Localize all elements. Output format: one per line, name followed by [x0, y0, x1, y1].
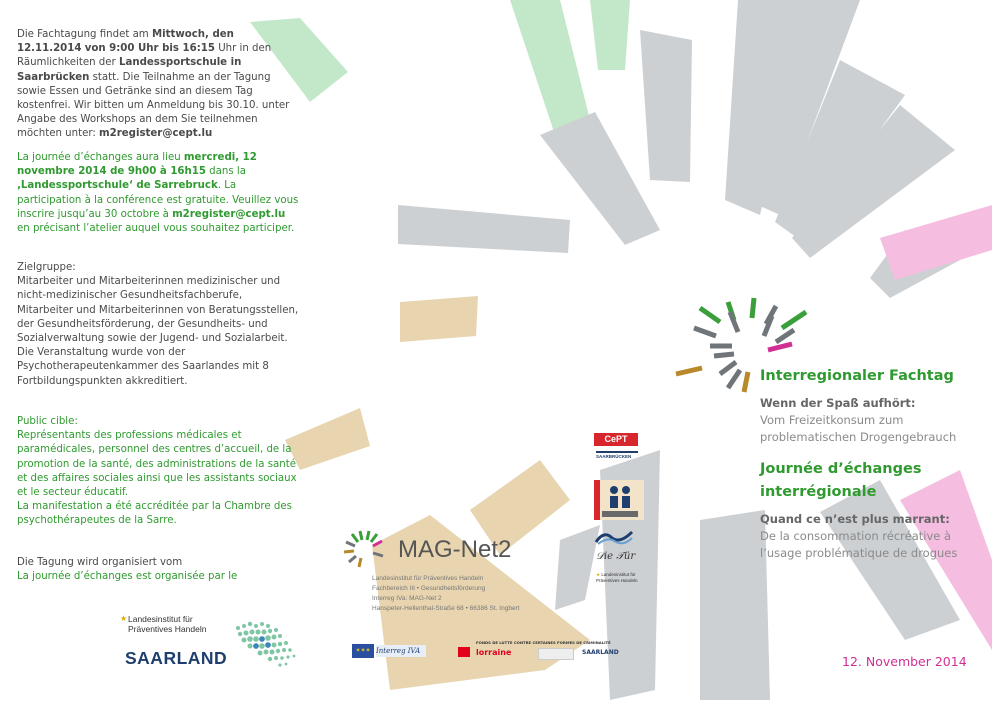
logo-line-1: Landesinstitut für	[128, 614, 193, 624]
address-line: Landesinstitut für Präventives Handeln	[372, 575, 484, 582]
de-intro-date: Mittwoch, den 12.11.2014	[17, 29, 234, 55]
eu-flag-icon: ✶✶✶	[352, 644, 374, 658]
wallonia-logo	[458, 647, 470, 657]
ray	[400, 296, 478, 342]
event-date: 12. November 2014	[842, 654, 967, 669]
zielgruppe	[17, 261, 301, 389]
fr-intro-text: . La participation à la conférence est gratuite. Veuillez vous inscrire jusqu’au 30 octobre à	[17, 180, 299, 220]
people-icon	[602, 481, 638, 519]
script-logo: 𝒟ie 𝒯ür	[596, 551, 636, 562]
lux-logo	[538, 648, 574, 660]
address-line: Fachbereich III • Gesundheitsförderung	[372, 585, 486, 592]
interreg-logo	[376, 645, 426, 657]
sponsor-strip	[352, 640, 637, 662]
lorraine-text: lorraine	[476, 648, 512, 657]
event-burst-icon	[672, 292, 822, 404]
lorraine-logo	[476, 647, 512, 659]
saarland-logo	[120, 614, 310, 674]
public-cible	[17, 415, 301, 529]
public-text: Représentants des professions médicales et paramédicales, personnel des centres d’accueil, de la promotion de la santé, des administrations de la santé et des affaires sociales ainsi que les assistants sociaux et le secteur éducatif.	[17, 430, 297, 499]
zielgruppe-label: Zielgruppe:	[17, 262, 76, 273]
logo-line-2: Präventives Handeln	[128, 623, 207, 634]
subtitle-fr-bold: Quand ce n’est plus marrant:	[760, 512, 950, 526]
organised-by	[17, 556, 301, 584]
subtitle-de-line: Vom Freizeitkonsum zum	[760, 413, 904, 427]
subtitle-de-bold: Wenn der Spaß aufhört:	[760, 396, 916, 410]
public-accreditation: La manifestation a été accréditée par la Chambre des psychothérapeutes de la Sarre.	[17, 501, 292, 527]
magnet-logo-text: MAG-Net2	[398, 536, 512, 563]
fr-intro-date: mercredi, 12 novembre 2014 de 9h00 à 16h15	[17, 152, 257, 178]
organised-fr: La journée d’échanges est organisée par le	[17, 571, 238, 583]
ray	[640, 30, 692, 182]
cept-logo-text: CePT	[604, 434, 628, 444]
wave-logo-icon	[594, 528, 634, 546]
logo-saarland: SAARLAND	[125, 648, 228, 668]
subtitle-de-line: problematischen Drogengebrauch	[760, 430, 957, 444]
cal-logo	[594, 480, 644, 520]
de-intro-venue: Landessportschule in Saarbrücken	[17, 57, 242, 83]
cept-logo	[594, 433, 638, 446]
zielgruppe-accreditation: Die Veranstaltung wurde von der Psychotherapeutenkammer des Saarlandes mit 8 Fortbildungspunkten akkreditiert.	[17, 347, 269, 387]
saarland-map-icon	[232, 618, 304, 674]
saarland-small-logo	[582, 647, 626, 659]
fr-intro-email[interactable]: m2register@cept.lu	[172, 208, 286, 220]
fr-intro-text: dans la	[205, 166, 246, 178]
organised-de: Die Tagung wird organisiert vom	[17, 557, 183, 568]
fr-intro-text: en précisant l’atelier auquel vous souhaitez participer.	[17, 223, 295, 235]
magnet-burst-icon	[340, 528, 395, 570]
fr-intro	[17, 151, 299, 236]
title-fr: interrégionale	[760, 484, 877, 500]
title-fr: Journée d’échanges	[760, 461, 922, 477]
de-intro-text: statt. Die Teilnahme an der Tagung sowie Essen und Getränke sind an diesem Tag kostenfrei. Wir bitten um Anmeldung bis 30.10. unter Angabe des Workshops an dem Sie teilnehmen möchten unter:	[17, 71, 290, 140]
fonds-text: FONDS DE LUTTE CONTRE CERTAINES FORMES DE CRIMINALITÉ	[476, 640, 611, 645]
fr-intro-text: La journée d’échanges aura lieu	[17, 152, 184, 163]
de-intro-text: Uhr in den Räumlichkeiten der	[17, 43, 272, 69]
de-intro-email[interactable]: m2register@cept.lu	[99, 128, 213, 140]
address-line: Hanspeter-Hellenthal-Straße 68 • 66386 St. Ingbert	[372, 605, 520, 612]
ray	[590, 0, 630, 70]
interreg-text: Interreg IVA	[376, 647, 421, 655]
subtitle-fr-line: De la consommation récréative à	[760, 529, 952, 543]
subtitle-fr-line: l’usage problématique de drogues	[760, 546, 958, 560]
address-line: Interreg IVa: MAG-Net 2	[372, 595, 442, 602]
zielgruppe-text: Mitarbeiter und Mitarbeiterinnen medizinischer und nicht-medizinischer Gesundheitsfachberufe, Mitarbeiter und Mitarbeiterinnen von Beratungsstellen, der Gesundheitsförderung, der Gesundheits- und Sozialverwaltung sowie der Jugend- und Sozialarbeit.	[17, 276, 299, 345]
lapeh-logo	[596, 572, 642, 584]
ray	[398, 205, 570, 253]
fr-intro-venue: ‚Landessportschule‘ de Sarrebruck	[17, 180, 218, 192]
title-de: Interregionaler Fachtag	[760, 368, 954, 384]
ray	[510, 0, 590, 135]
saarbruecken-logo	[596, 451, 638, 467]
de-intro-text: Die Fachtagung findet am	[17, 29, 152, 40]
magnet-address	[372, 574, 612, 614]
star-icon: ★	[596, 572, 601, 577]
saarbruecken-text: SAARBRÜCKEN	[596, 454, 632, 459]
star-icon: ★	[120, 614, 128, 623]
public-label: Public cible:	[17, 416, 78, 427]
lapeh-text: Landesinstitut für Präventives Handeln	[596, 572, 638, 583]
de-intro	[17, 28, 299, 142]
saarland-small-text: SAARLAND	[582, 649, 619, 656]
de-intro-time: von 9:00 Uhr bis 16:15	[84, 43, 215, 55]
